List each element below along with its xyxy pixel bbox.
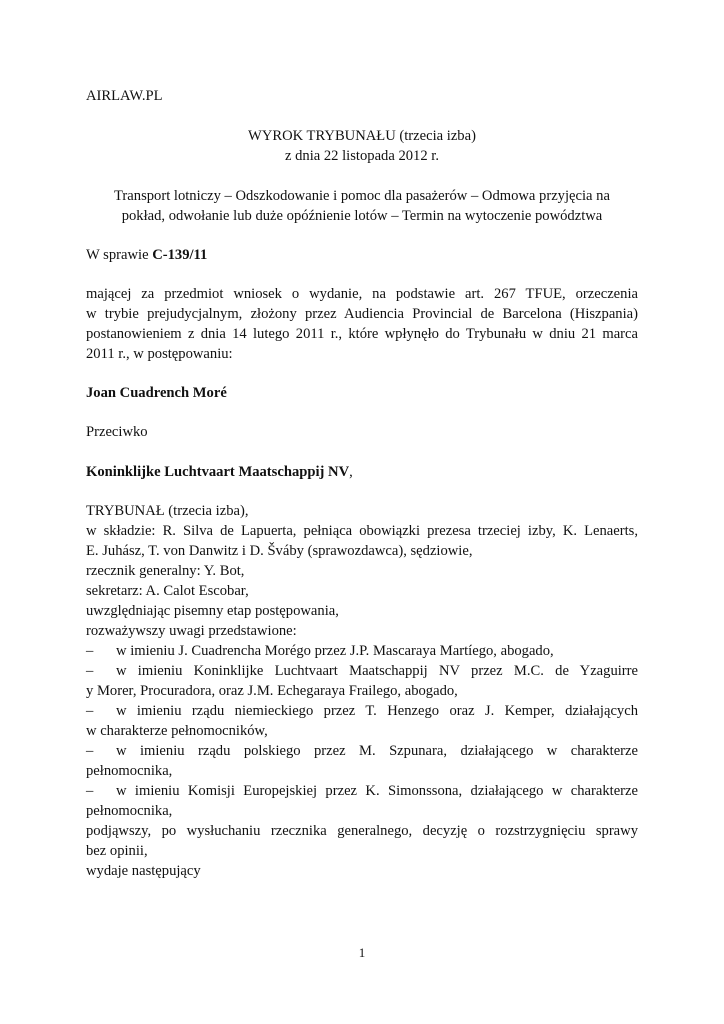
intro-line-2: w trybie prejudycjalnym, złożony przez Audiencia Provincial de Barcelona (Hiszpania) (86, 306, 638, 322)
composition-line-1: w składzie: R. Silva de Lapuerta, pełniąca obowiązki prezesa trzeciej izby, K. Lenaerts, (86, 523, 638, 539)
case-reference (86, 245, 638, 265)
observation-text: w imieniu Koninklijke Luchtvaart Maatschappij NV przez M.C. de Yzaguirre (116, 663, 638, 679)
site-header (86, 86, 638, 106)
page-number (0, 945, 724, 961)
party-defendant-name: Koninklijke Luchtvaart Maatschappij NV (86, 464, 350, 480)
party-applicant (86, 383, 638, 403)
observation-continuation: w charakterze pełnomocników, (86, 723, 268, 739)
composition-line-2: E. Juhász, T. von Danwitz i D. Šváby (sprawozdawca), sędziowie, (86, 543, 473, 559)
observation-continuation: y Morer, Procuradora, oraz J.M. Echegaraya Frailego, abogado, (86, 683, 458, 699)
intro-paragraph (86, 284, 638, 364)
observation-text: w imieniu rządu niemieckiego przez T. Henzego oraz J. Kemper, działających (116, 703, 638, 719)
site-header-text: AIRLAW.PL (86, 88, 163, 104)
subject-line-1: Transport lotniczy – Odszkodowanie i pomoc dla pasażerów – Odmowa przyjęcia na (114, 188, 610, 204)
observation-item (86, 701, 638, 721)
dash-marker: – (86, 783, 94, 799)
observation-continuation: pełnomocnika, (86, 763, 173, 779)
versus-text: Przeciwko (86, 424, 148, 440)
observation-item (86, 641, 638, 661)
dash-marker: – (86, 663, 94, 679)
intro-line-3: postanowieniem z dnia 14 lutego 2011 r., które wpłynęło do Trybunału w dniu 21 marca (86, 326, 638, 342)
closing-line-2: bez opinii, (86, 843, 148, 859)
judgment-subject (86, 186, 638, 226)
observation-item (86, 781, 638, 801)
judgment-title (86, 126, 638, 166)
dash-marker: – (86, 643, 94, 659)
observation-text: w imieniu Komisji Europejskiej przez K. Simonssona, działającego w charakterze (116, 783, 638, 799)
observation-item (86, 741, 638, 761)
court-name: TRYBUNAŁ (trzecia izba), (86, 503, 249, 519)
advocate-general: rzecznik generalny: Y. Bot, (86, 563, 245, 579)
registrar: sekretarz: A. Calot Escobar, (86, 583, 249, 599)
observation-text: w imieniu J. Cuadrencha Morégo przez J.P. Mascaraya Martíego, abogado, (116, 643, 554, 659)
party-defendant (86, 462, 638, 482)
intro-line-4: 2011 r., w postępowaniu: (86, 346, 233, 362)
case-prefix: W sprawie (86, 247, 153, 263)
judgment-date-line: z dnia 22 listopada 2012 r. (284, 148, 440, 164)
closing-line-3: wydaje następujący (86, 863, 201, 879)
page-number-text: 1 (358, 945, 366, 960)
party-applicant-name: Joan Cuadrench Moré (86, 385, 227, 401)
party-defendant-suffix: , (349, 464, 353, 480)
written-procedure: uwzględniając pisemny etap postępowania, (86, 603, 339, 619)
intro-line-1: mającej za przedmiot wniosek o wydanie, na podstawie art. 267 TFUE, orzeczenia (86, 286, 638, 302)
observation-item (86, 661, 638, 681)
case-number: C-139/11 (152, 247, 208, 263)
subject-line-2: pokład, odwołanie lub duże opóźnienie lotów – Termin na wytoczenie powództwa (121, 208, 603, 224)
observation-continuation: pełnomocnika, (86, 803, 173, 819)
observation-text: w imieniu rządu polskiego przez M. Szpunara, działającego w charakterze (116, 743, 638, 759)
closing-line-1: podjąwszy, po wysłuchaniu rzecznika generalnego, decyzję o rozstrzygnięciu sprawy (86, 823, 638, 839)
dash-marker: – (86, 703, 94, 719)
judgment-title-line: WYROK TRYBUNAŁU (trzecia izba) (248, 128, 476, 144)
dash-marker: – (86, 743, 94, 759)
versus-label (86, 422, 638, 442)
court-composition (86, 501, 638, 881)
observations-intro: rozważywszy uwagi przedstawione: (86, 623, 297, 639)
